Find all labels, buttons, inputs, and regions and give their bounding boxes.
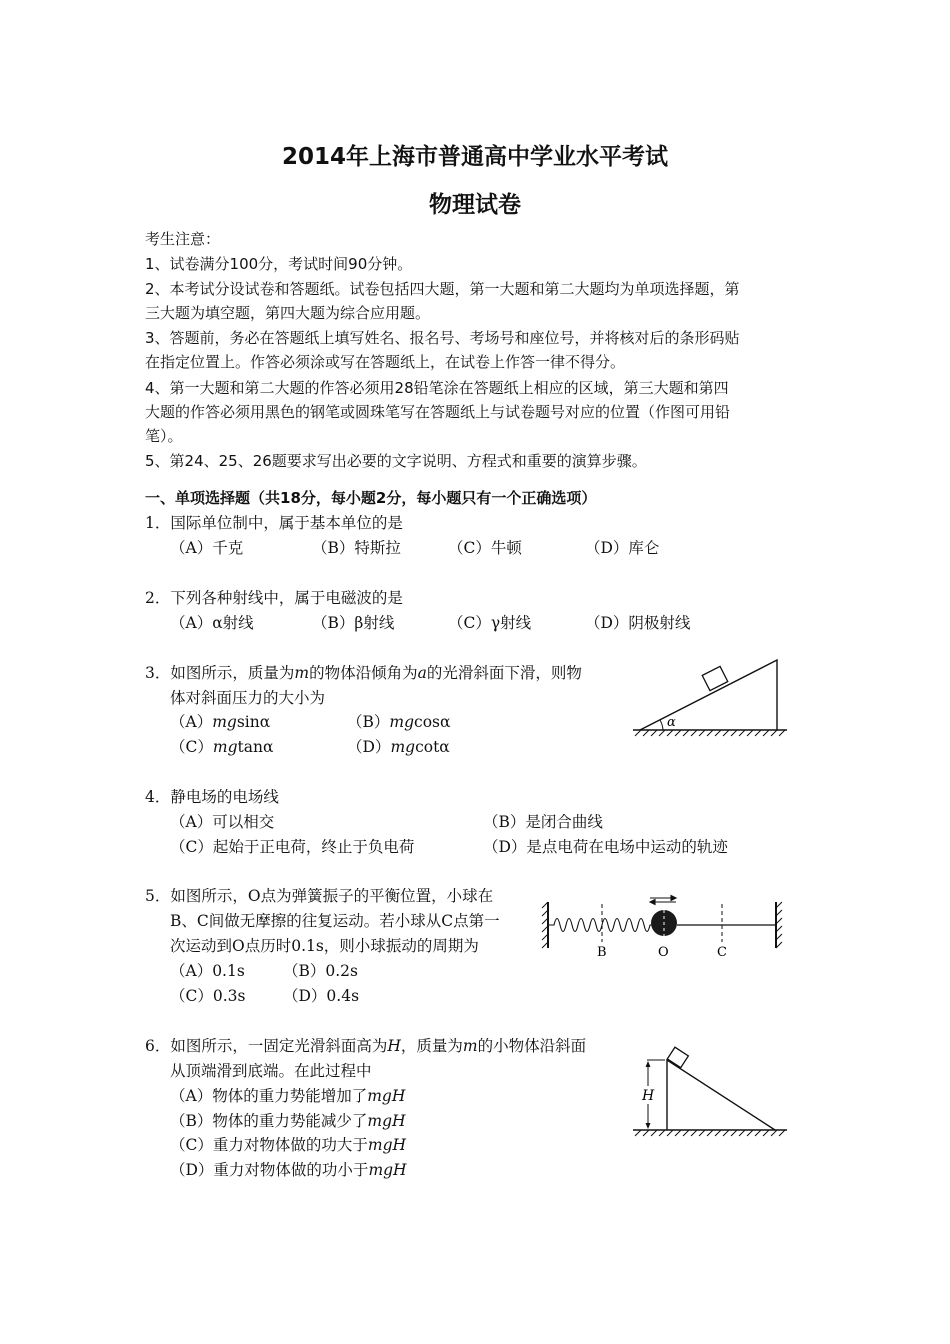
notice-line-4a: 4、第一大题和第二大题的作答必须用28铅笔涂在答题纸上相应的区域，第三大题和第四 bbox=[145, 379, 729, 397]
notice-line-3b: 在指定位置上。作答必须涂或写在答题纸上，在试卷上作答一律不得分。 bbox=[145, 353, 626, 371]
q6-stem-line-2: 从顶端滑到底端。在此过程中 bbox=[170, 1062, 372, 1080]
q3-incline-triangle bbox=[640, 660, 777, 730]
q2-stem: 2．下列各种射线中，属于电磁波的是 bbox=[145, 589, 403, 607]
notice-line-3a: 3、答题前，务必在答题纸上填写姓名、报名号、考场号和座位号，并将核对后的条形码贴 bbox=[145, 329, 740, 347]
q6-stem-part-1: 6．如图所示，一固定光滑斜面高为 bbox=[145, 1037, 388, 1055]
q3-option-b-label: （B） bbox=[347, 713, 390, 731]
q4-option-c: （C）起始于正电荷，终止于负电荷 bbox=[170, 838, 415, 856]
q6-incline-triangle bbox=[667, 1060, 775, 1130]
q3-option-d-var: mg bbox=[390, 738, 416, 756]
q4-stem: 4．静电场的电场线 bbox=[145, 788, 279, 806]
q3-angle-arc bbox=[660, 720, 663, 730]
notice-line-1: 1、试卷满分100分，考试时间90分钟。 bbox=[145, 255, 413, 273]
q6-option-c-var: mgH bbox=[367, 1136, 407, 1154]
q3-angle-var: a bbox=[417, 664, 427, 682]
q5-label-b: B bbox=[597, 945, 607, 960]
q6-option-a-text: （A）物体的重力势能增加了 bbox=[170, 1087, 368, 1105]
q6-height-arrowhead-up bbox=[646, 1061, 651, 1067]
q6-ground-hatch bbox=[635, 1130, 785, 1136]
q6-option-d-text: （D）重力对物体做的功小于 bbox=[170, 1161, 369, 1179]
q3-option-b-var: mg bbox=[389, 713, 415, 731]
q6-stem-part-3: 的小物体沿斜面 bbox=[477, 1037, 587, 1055]
q3-option-c-label: （C） bbox=[170, 738, 213, 756]
q3-option-c-var: mg bbox=[212, 738, 238, 756]
notice-heading: 考生注意： bbox=[145, 230, 221, 248]
q1-option-c: （C）牛顿 bbox=[448, 539, 522, 557]
q6-mass-var: m bbox=[462, 1037, 478, 1055]
exam-subtitle: 物理试卷 bbox=[429, 192, 521, 218]
q6-height-arrowhead-down bbox=[646, 1123, 651, 1129]
notice-line-5: 5、第24、25、26题要求写出必要的文字说明、方程式和重要的演算步骤。 bbox=[145, 452, 647, 470]
q6-option-a bbox=[170, 1085, 405, 1107]
q6-option-d-var: mgH bbox=[368, 1161, 407, 1179]
q4-option-a: （A）可以相交 bbox=[170, 813, 275, 831]
q3-option-d-fn: cotα bbox=[415, 738, 450, 756]
q3-stem-part-3: 的光滑斜面下滑，则物 bbox=[426, 664, 582, 682]
q1-option-d: （D）库仑 bbox=[585, 539, 660, 557]
q6-height-label: H bbox=[642, 1088, 655, 1104]
q6-stem-line-1 bbox=[145, 1035, 586, 1057]
q5-stem-line-1: 5．如图所示，O点为弹簧振子的平衡位置，小球在 bbox=[145, 887, 494, 905]
q3-stem-part-2: 的物体沿倾角为 bbox=[309, 664, 418, 682]
q6-option-d bbox=[170, 1159, 407, 1181]
q3-incline-figure bbox=[625, 650, 795, 740]
q1-stem: 1．国际单位制中，属于基本单位的是 bbox=[145, 514, 403, 532]
q3-mass-var: m bbox=[294, 664, 310, 682]
q6-stem-part-2: ，质量为 bbox=[400, 1037, 463, 1055]
q6-option-c bbox=[170, 1134, 406, 1156]
q5-option-b: （B）0.2s bbox=[283, 962, 358, 980]
q5-label-o: O bbox=[658, 945, 669, 960]
notice-line-2b: 三大题为填空题，第四大题为综合应用题。 bbox=[145, 304, 431, 322]
q4-option-b: （B）是闭合曲线 bbox=[483, 813, 603, 831]
q6-option-b-text: （B）物体的重力势能减少了 bbox=[170, 1112, 368, 1130]
q3-option-a-var: mg bbox=[212, 713, 237, 731]
q2-option-b: （B）β射线 bbox=[312, 614, 395, 632]
q5-option-d: （D）0.4s bbox=[283, 987, 360, 1005]
q2-option-c: （C）γ射线 bbox=[448, 614, 532, 632]
q3-ground-hatch bbox=[635, 730, 785, 736]
q5-label-c: C bbox=[717, 945, 727, 960]
q5-option-a: （A）0.1s bbox=[170, 962, 245, 980]
q3-option-d bbox=[347, 736, 450, 758]
q3-option-a-fn: sinα bbox=[236, 713, 271, 731]
q6-option-c-text: （C）重力对物体做的功大于 bbox=[170, 1136, 368, 1154]
q5-spring-figure bbox=[540, 890, 790, 965]
q3-option-b-fn: cosα bbox=[414, 713, 451, 731]
section-1-heading: 一、单项选择题（共18分，每小题2分，每小题只有一个正确选项） bbox=[145, 489, 597, 507]
q3-option-c bbox=[170, 736, 273, 758]
q3-option-c-fn: tanα bbox=[237, 738, 274, 756]
q6-incline-figure bbox=[625, 1040, 795, 1140]
q5-option-c: （C）0.3s bbox=[170, 987, 246, 1005]
q3-stem-line-1 bbox=[145, 662, 582, 684]
exam-title: 2014年上海市普通高中学业水平考试 bbox=[281, 144, 668, 170]
q3-option-b bbox=[347, 711, 450, 733]
q2-option-d: （D）阴极射线 bbox=[585, 614, 691, 632]
q3-option-a-label: （A） bbox=[170, 713, 213, 731]
q3-stem-part-1: 3．如图所示，质量为 bbox=[145, 664, 295, 682]
q6-option-b bbox=[170, 1110, 406, 1132]
notice-line-2a: 2、本考试分设试卷和答题纸。试卷包括四大题，第一大题和第二大题均为单项选择题，第 bbox=[145, 280, 740, 298]
q4-option-d: （D）是点电荷在电场中运动的轨迹 bbox=[483, 838, 728, 856]
q5-motion-arrows bbox=[650, 896, 676, 905]
q3-stem-line-2: 体对斜面压力的大小为 bbox=[170, 689, 326, 707]
q1-option-b: （B）特斯拉 bbox=[312, 539, 401, 557]
notice-line-4b: 大题的作答必须用黑色的钢笔或圆珠笔写在答题纸上与试卷题号对应的位置（作图可用铅 bbox=[145, 403, 731, 421]
q6-block bbox=[667, 1047, 688, 1067]
q6-height-var: H bbox=[387, 1037, 401, 1055]
q5-spring bbox=[548, 919, 652, 932]
q2-option-a: （A）α射线 bbox=[170, 614, 254, 632]
q3-option-a bbox=[170, 711, 270, 733]
q5-stem-line-3: 次运动到O点历时0.1s，则小球振动的周期为 bbox=[170, 937, 479, 955]
q3-option-d-label: （D） bbox=[347, 738, 391, 756]
q6-option-b-var: mgH bbox=[367, 1112, 406, 1130]
q5-stem-line-2: B、C间做无摩擦的往复运动。若小球从C点第一 bbox=[170, 912, 500, 930]
q1-option-a: （A）千克 bbox=[170, 539, 244, 557]
q3-angle-label: α bbox=[667, 715, 676, 730]
notice-line-4c: 笔）。 bbox=[145, 427, 183, 445]
q6-option-a-var: mgH bbox=[367, 1087, 406, 1105]
